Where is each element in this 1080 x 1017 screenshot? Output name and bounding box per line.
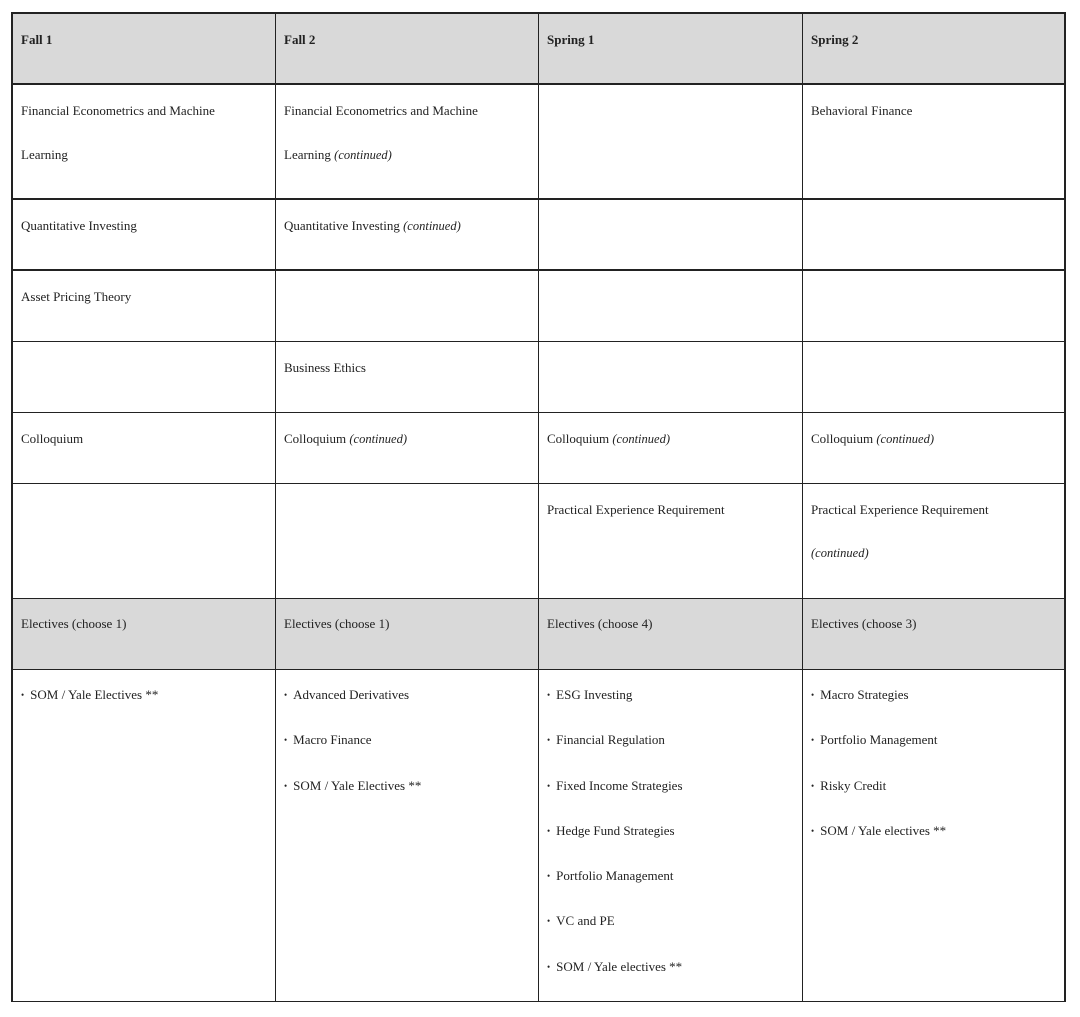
electives-list-spring-2 bbox=[803, 670, 1064, 1001]
table-row bbox=[13, 200, 1064, 271]
empty-cell bbox=[803, 342, 1064, 412]
course-cell bbox=[13, 413, 276, 483]
electives-header-row bbox=[13, 599, 1064, 670]
continued-label: (continued) bbox=[876, 432, 934, 446]
empty-cell bbox=[276, 271, 539, 341]
course-name: Learning bbox=[284, 146, 331, 162]
electives-header-spring-2: Electives (choose 3) bbox=[811, 616, 917, 631]
course-name: Colloquium bbox=[21, 431, 84, 446]
course-name: Asset Pricing Theory bbox=[21, 289, 132, 304]
course-cell bbox=[276, 413, 539, 483]
list-item: • SOM / Yale Electives ** bbox=[21, 673, 267, 718]
empty-cell bbox=[539, 200, 803, 269]
header-fall-2: Fall 2 bbox=[276, 14, 539, 83]
table-row bbox=[13, 85, 1064, 200]
course-name: Practical Experience Requirement bbox=[547, 502, 725, 517]
course-name: Quantitative Investing bbox=[284, 218, 400, 233]
course-name: Colloquium bbox=[547, 431, 610, 446]
list-item: • Macro Finance bbox=[284, 718, 530, 763]
list-item: • SOM / Yale electives ** bbox=[811, 809, 1056, 854]
list-item: • Advanced Derivatives bbox=[284, 673, 530, 718]
header-spring-1: Spring 1 bbox=[539, 14, 803, 83]
electives-row bbox=[13, 670, 1064, 1001]
empty-cell bbox=[539, 342, 803, 412]
list-item: • SOM / Yale Electives ** bbox=[284, 764, 530, 809]
empty-cell bbox=[539, 271, 803, 341]
continued-label: (continued) bbox=[403, 219, 461, 233]
course-cell bbox=[803, 413, 1064, 483]
header-fall-1: Fall 1 bbox=[13, 14, 276, 83]
empty-cell bbox=[539, 85, 803, 198]
course-cell bbox=[276, 85, 539, 198]
course-name-line bbox=[284, 204, 530, 249]
course-name: Quantitative Investing bbox=[21, 218, 137, 233]
course-cell bbox=[276, 200, 539, 269]
course-name-line bbox=[547, 417, 794, 462]
continued-label: (continued) bbox=[349, 432, 407, 446]
continued-label: (continued) bbox=[612, 432, 670, 446]
course-cell bbox=[803, 484, 1064, 598]
course-name-line bbox=[284, 133, 530, 178]
header-spring-2: Spring 2 bbox=[811, 32, 859, 47]
list-item: • VC and PE bbox=[547, 899, 794, 944]
table-row bbox=[13, 342, 1064, 413]
continued-label: (continued) bbox=[334, 147, 392, 162]
empty-cell bbox=[803, 271, 1064, 341]
course-name: Colloquium bbox=[284, 431, 347, 446]
empty-cell bbox=[13, 484, 276, 598]
table-row bbox=[13, 271, 1064, 342]
empty-cell bbox=[13, 342, 276, 412]
course-name: Behavioral Finance bbox=[811, 103, 913, 118]
electives-list-fall-1 bbox=[13, 670, 276, 1001]
course-name: Learning bbox=[21, 146, 68, 162]
course-cell bbox=[539, 484, 803, 598]
course-name: Practical Experience Requirement bbox=[811, 502, 989, 517]
course-name: Financial Econometrics and Machine bbox=[21, 103, 215, 118]
electives-header-fall-2: Electives (choose 1) bbox=[276, 599, 539, 669]
list-item: • Risky Credit bbox=[811, 764, 1056, 809]
curriculum-table bbox=[11, 12, 1066, 1002]
table-row bbox=[13, 413, 1064, 484]
course-cell bbox=[13, 200, 276, 269]
course-name: Financial Econometrics and Machine bbox=[284, 103, 478, 118]
electives-header-spring-1: Electives (choose 4) bbox=[539, 599, 803, 669]
course-name: Business Ethics bbox=[284, 360, 366, 375]
course-cell bbox=[13, 85, 276, 198]
course-cell bbox=[539, 413, 803, 483]
list-item: • Portfolio Management bbox=[547, 854, 794, 899]
electives-list-fall-2 bbox=[276, 670, 539, 1001]
electives-list-spring-1 bbox=[539, 670, 803, 1001]
course-name-line bbox=[811, 417, 1056, 462]
course-cell bbox=[803, 85, 1064, 198]
continued-label: (continued) bbox=[811, 545, 869, 560]
course-cell bbox=[276, 342, 539, 412]
course-name-line bbox=[284, 417, 530, 462]
list-item: • Macro Strategies bbox=[811, 673, 1056, 718]
list-item: • ESG Investing bbox=[547, 673, 794, 718]
list-item: • Hedge Fund Strategies bbox=[547, 809, 794, 854]
list-item: • Financial Regulation bbox=[547, 718, 794, 763]
electives-header-fall-1: Electives (choose 1) bbox=[13, 599, 276, 669]
course-cell bbox=[13, 271, 276, 341]
empty-cell bbox=[276, 484, 539, 598]
table-header-row bbox=[13, 14, 1064, 85]
empty-cell bbox=[803, 200, 1064, 269]
list-item: • Portfolio Management bbox=[811, 718, 1056, 763]
list-item: • Fixed Income Strategies bbox=[547, 764, 794, 809]
table-row bbox=[13, 484, 1064, 599]
list-item: • SOM / Yale electives ** bbox=[547, 945, 794, 990]
course-name: Colloquium bbox=[811, 431, 874, 446]
